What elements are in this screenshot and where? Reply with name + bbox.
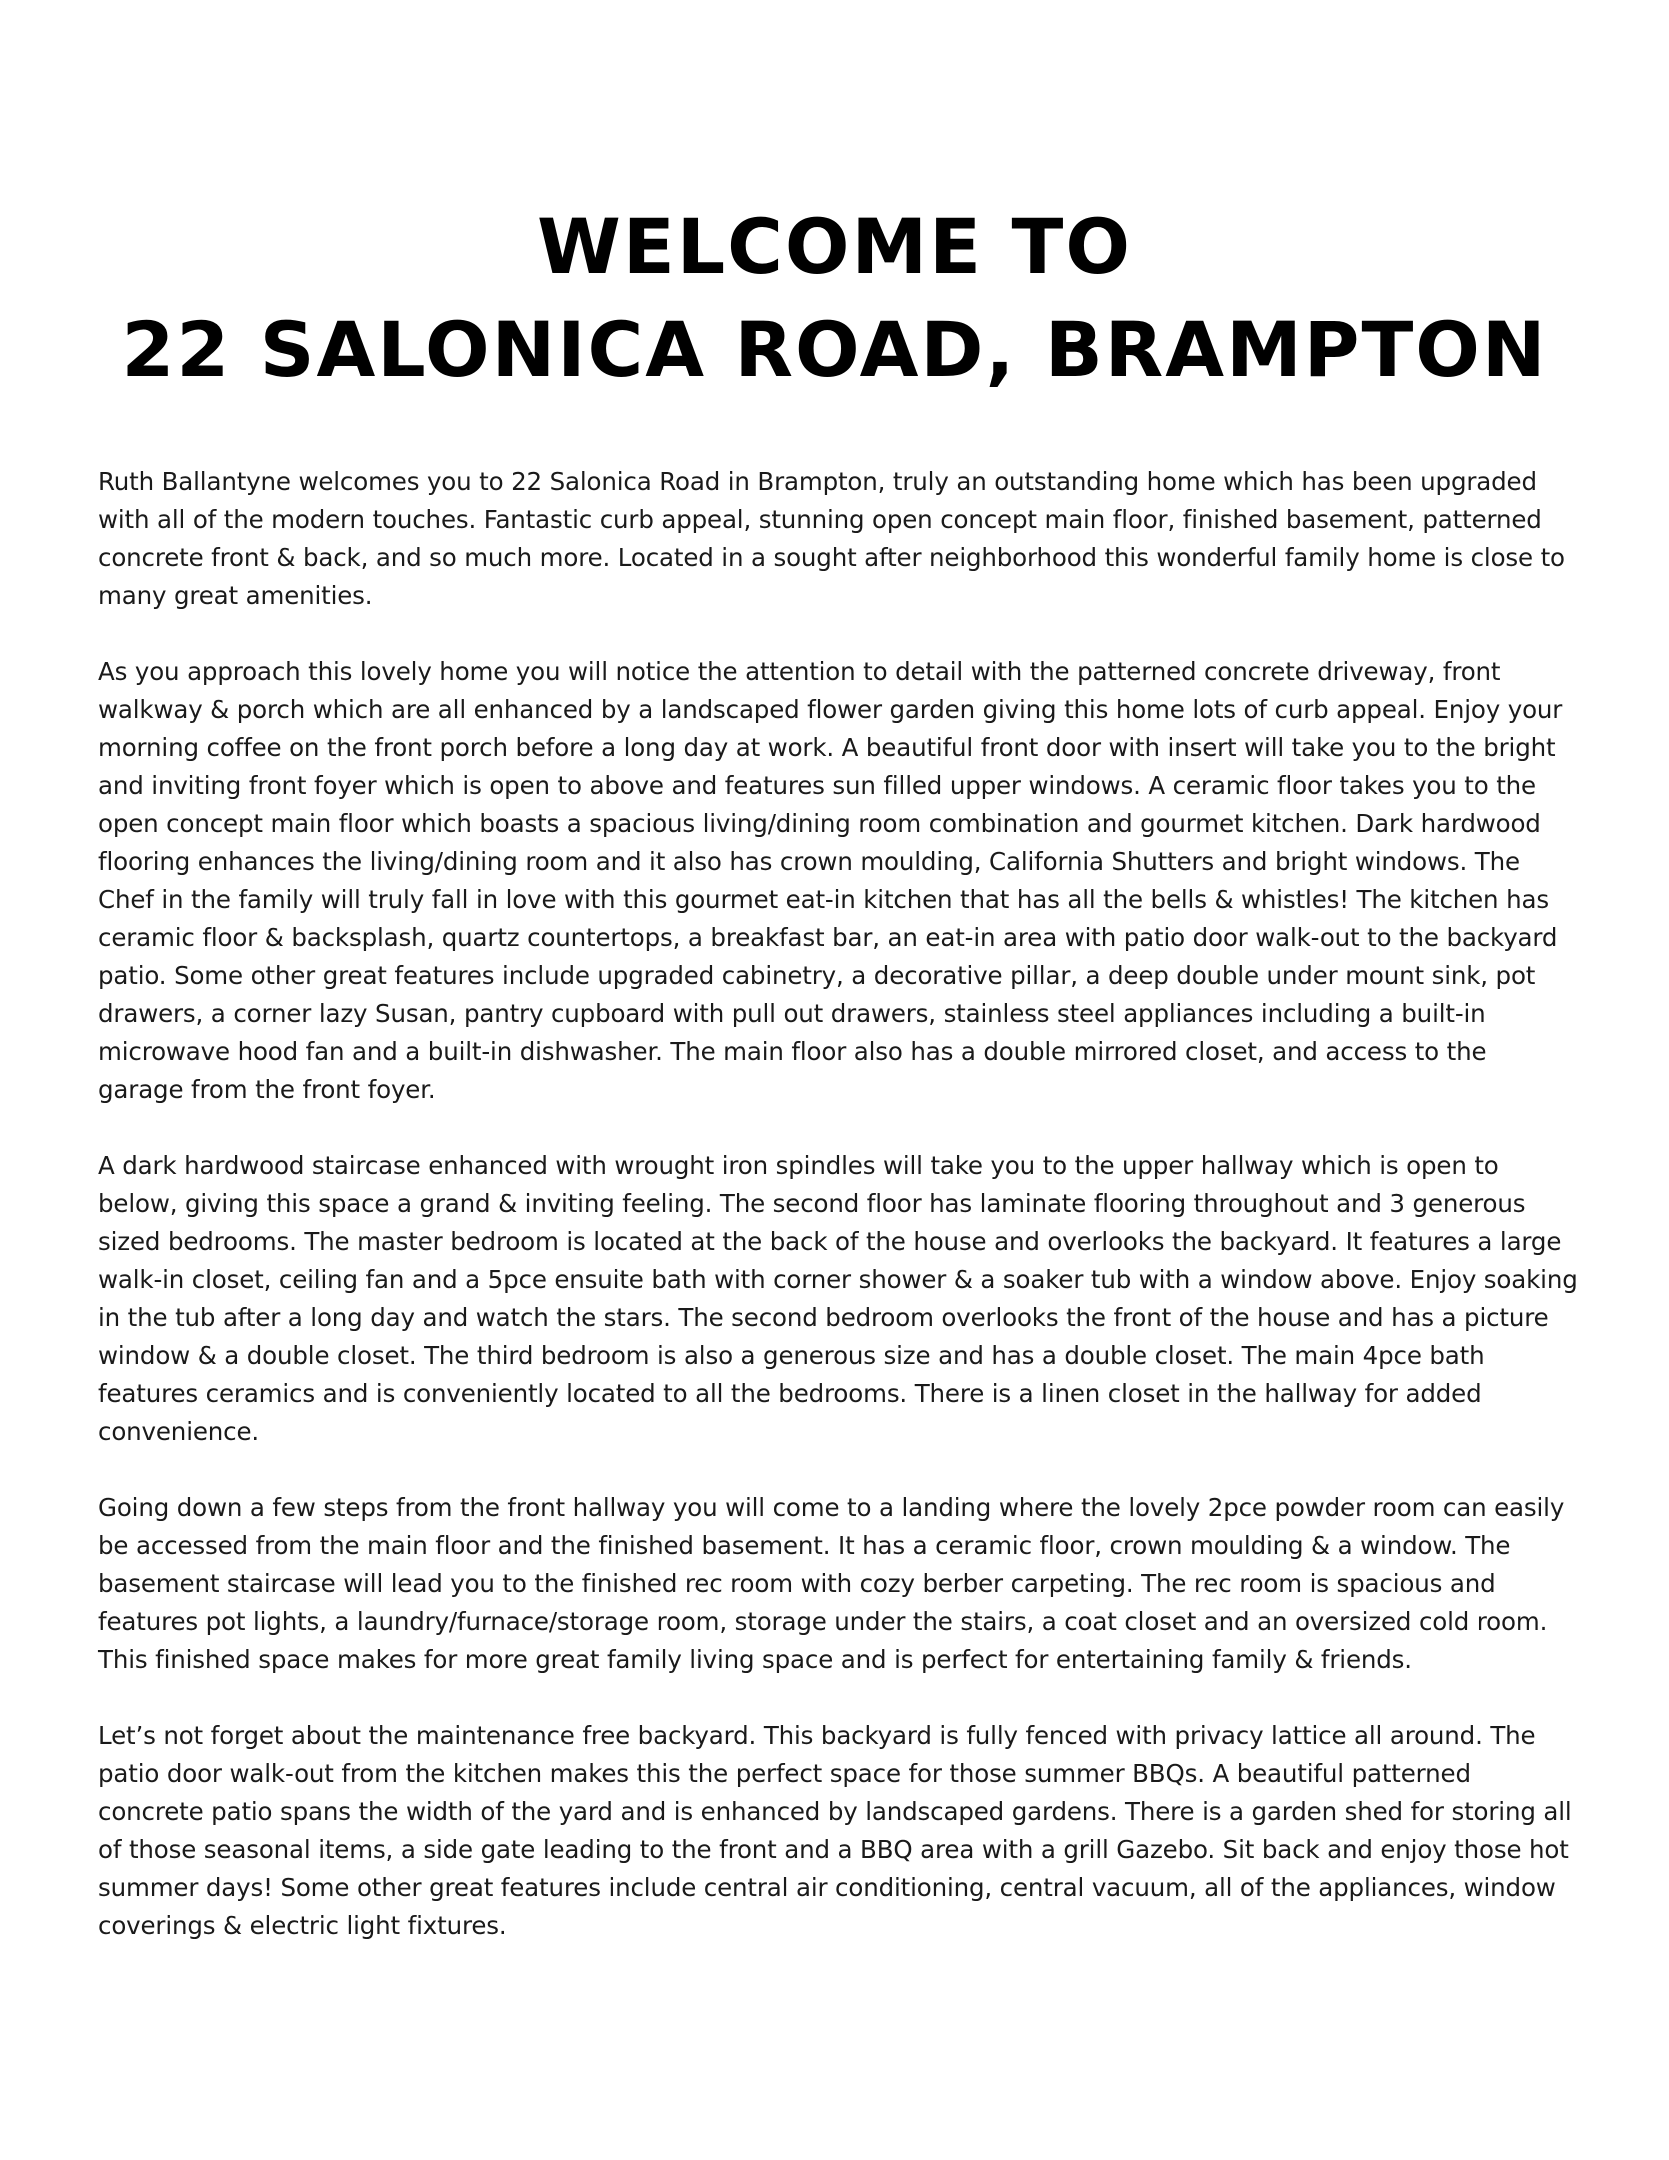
title-line-2: 22 SALONICA ROAD, BRAMPTON — [121, 305, 1548, 394]
paragraph-intro: Ruth Ballantyne welcomes you to 22 Salonica Road in Brampton, truly an outstanding home which has been upgraded with all of the modern touches. Fantastic curb appeal, stunning open concept main floor, finished basement, patterned concrete front & back, and so much more. Located in a sought after neighborhood this wonderful family home is close to many great amenities. — [98, 467, 1565, 610]
listing-description — [98, 463, 1578, 1945]
title-line-1: WELCOME TO — [536, 202, 1132, 291]
paragraph-second-floor: A dark hardwood staircase enhanced with wrought iron spindles will take you to the upper hallway which is open to below, giving this space a grand & inviting feeling. The second floor has laminate flooring throughout and 3 generous sized bedrooms. The master bedroom is located at the back of the house and overlooks the backyard. It features a large walk-in closet, ceiling fan and a 5pce ensuite bath with corner shower & a soaker tub with a window above. Enjoy soaking in the tub after a long day and watch the stars. The second bedroom overlooks the front of the house and has a picture window & a double closet. The third bedroom is also a generous size and has a double closet. The main 4pce bath features ceramics and is conveniently located to all the bedrooms. There is a linen closet in the hallway for added convenience. — [98, 1151, 1578, 1446]
paragraph-main-floor: As you approach this lovely home you will notice the attention to detail with the patterned concrete driveway, front walkway & porch which are all enhanced by a landscaped flower garden giving this home lots of curb appeal. Enjoy your morning coffee on the front porch before a long day at work. A beautiful front door with insert will take you to the bright and inviting front foyer which is open to above and features sun filled upper windows. A ceramic floor takes you to the open concept main floor which boasts a spacious living/dining room combination and gourmet kitchen. Dark hardwood flooring enhances the living/dining room and it also has crown moulding, California Shutters and bright windows. The Chef in the family will truly fall in love with this gourmet eat-in kitchen that has all the bells & whistles! The kitchen has ceramic floor & backsplash, quartz countertops, a breakfast bar, an eat-in area with patio door walk-out to the backyard patio. Some other great features include upgraded cabinetry, a decorative pillar, a deep double under mount sink, pot drawers, a corner lazy Susan, pantry cupboard with pull out drawers, stainless steel appliances including a built-in microwave hood fan and a built-in dishwasher. The main floor also has a double mirrored closet, and access to the garage from the front foyer. — [98, 657, 1563, 1104]
paragraph-basement: Going down a few steps from the front hallway you will come to a landing where the lovely 2pce powder room can easily be accessed from the main floor and the finished basement. It has a ceramic floor, crown moulding & a window. The basement staircase will lead you to the finished rec room with cozy berber carpeting. The rec room is spacious and features pot lights, a laundry/furnace/storage room, storage under the stairs, a coat closet and an oversized cold room. This finished space makes for more great family living space and is perfect for entertaining family & friends. — [98, 1493, 1565, 1674]
page-title — [0, 195, 1669, 401]
paragraph-backyard: Let’s not forget about the maintenance free backyard. This backyard is fully fenced with privacy lattice all around. The patio door walk-out from the kitchen makes this the perfect space for those summer BBQs. A beautiful patterned concrete patio spans the width of the yard and is enhanced by landscaped gardens. There is a garden shed for storing all of those seasonal items, a side gate leading to the front and a BBQ area with a grill Gazebo. Sit back and enjoy those hot summer days! Some other great features include central air conditioning, central vacuum, all of the appliances, window coverings & electric light fixtures. — [98, 1721, 1572, 1940]
